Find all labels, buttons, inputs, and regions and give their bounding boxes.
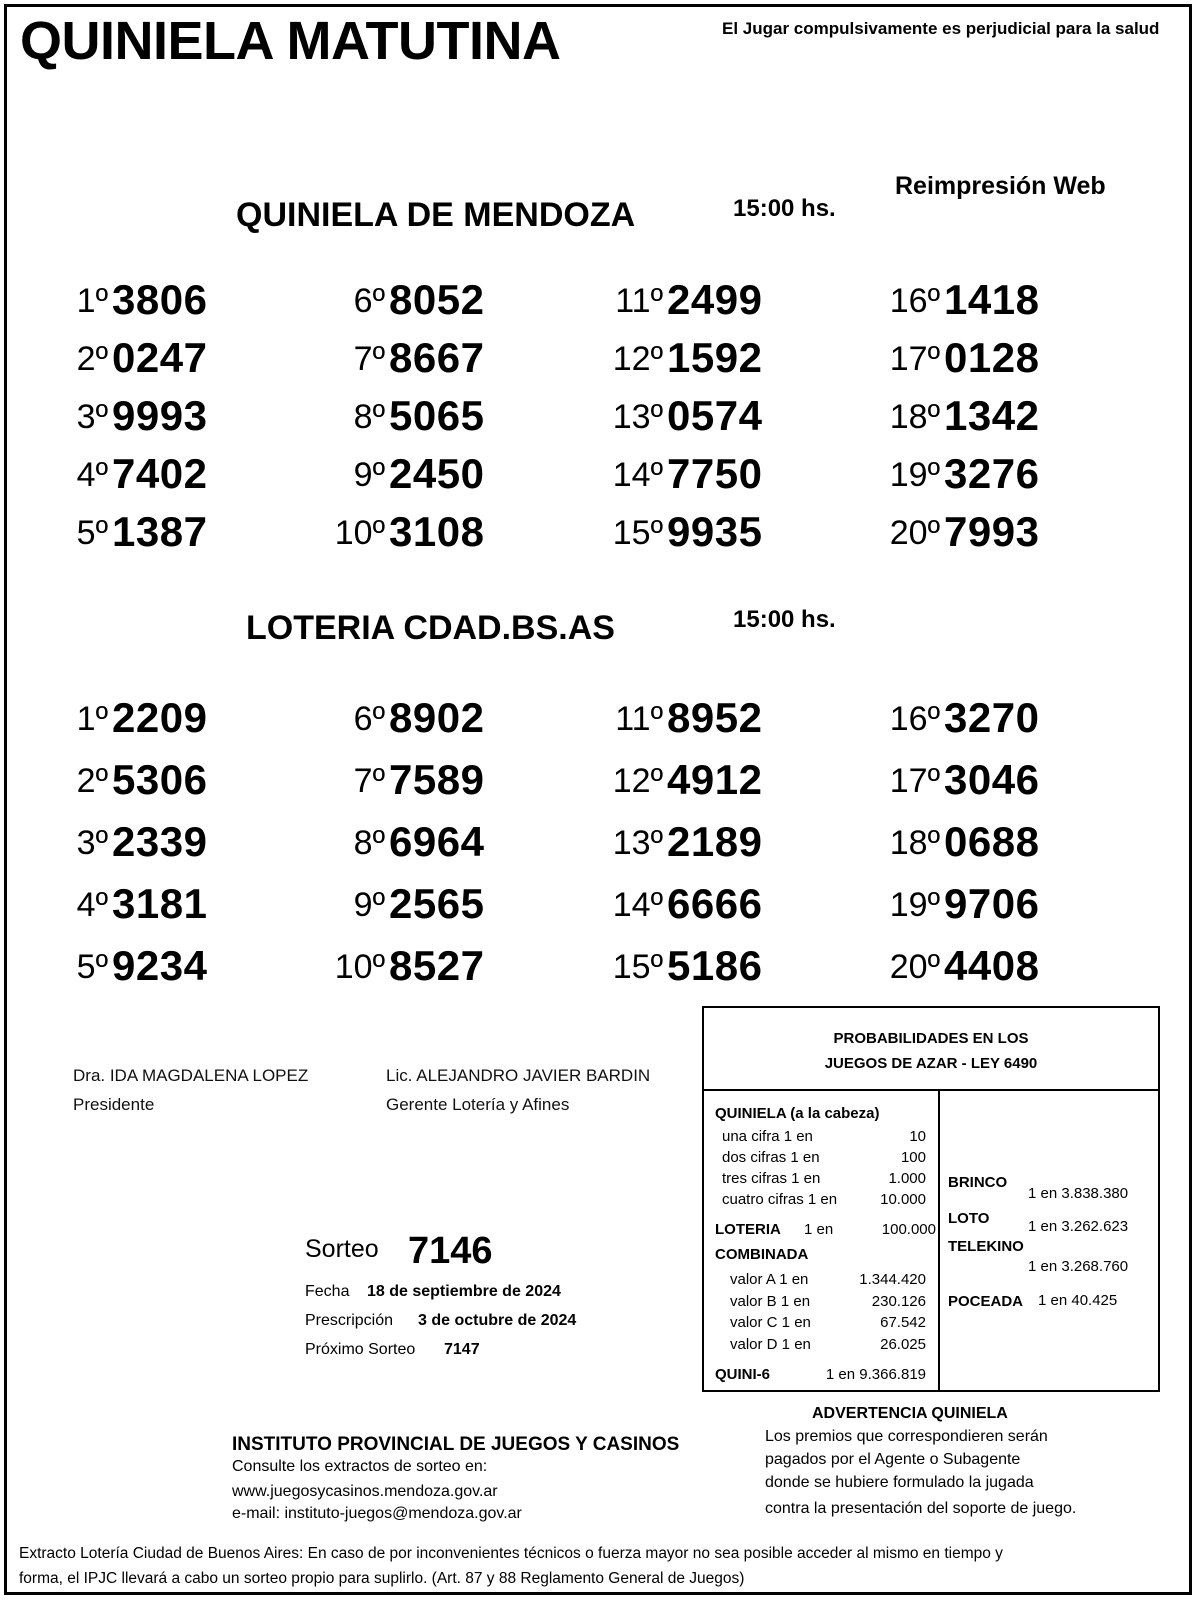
institute-email-link[interactable]: e-mail: instituto-juegos@mendoza.gov.ar bbox=[232, 1505, 522, 1522]
loto-prob-value: 1 en 3.262.623 bbox=[1028, 1218, 1129, 1235]
prescripcion-label: Prescripción bbox=[305, 1312, 394, 1329]
result-position: 15º bbox=[612, 948, 663, 986]
result-number: 9935 bbox=[667, 508, 763, 555]
manager-role: Gerente Lotería y Afines bbox=[386, 1095, 570, 1114]
result-position: 19º bbox=[889, 456, 940, 494]
result-position: 4º bbox=[76, 886, 108, 924]
result-number: 4912 bbox=[667, 756, 763, 803]
advertencia-line: contra la presentación del soporte de juego. bbox=[765, 1500, 1077, 1517]
result-position: 10º bbox=[334, 514, 385, 552]
result-number: 8902 bbox=[389, 694, 485, 741]
probabilities-title-line1: PROBABILIDADES EN LOS bbox=[833, 1030, 1029, 1047]
result-position: 8º bbox=[353, 398, 385, 436]
result-position: 12º bbox=[612, 762, 663, 800]
result-number: 8052 bbox=[389, 276, 485, 323]
result-number: 5186 bbox=[667, 942, 763, 989]
quiniela-prob-title: QUINIELA (a la cabeza) bbox=[715, 1105, 880, 1122]
quiniela-prob-label: tres cifras 1 en bbox=[722, 1170, 821, 1187]
document-title: QUINIELA MATUTINA bbox=[20, 11, 561, 71]
probabilities-divider bbox=[938, 1091, 940, 1392]
result-position: 18º bbox=[889, 398, 940, 436]
result-number: 4408 bbox=[944, 942, 1040, 989]
advertencia-line: Los premios que correspondieren serán bbox=[765, 1428, 1048, 1445]
result-number: 1387 bbox=[112, 508, 208, 555]
brinco-prob-value: 1 en 3.838.380 bbox=[1028, 1185, 1129, 1202]
result-number: 2339 bbox=[112, 818, 208, 865]
probabilities-title-line2: JUEGOS DE AZAR - LEY 6490 bbox=[824, 1055, 1038, 1072]
result-number: 3276 bbox=[944, 450, 1040, 497]
result-number: 7402 bbox=[112, 450, 208, 497]
telekino-prob-title: TELEKINO bbox=[948, 1238, 1024, 1255]
result-number: 7993 bbox=[944, 508, 1040, 555]
result-position: 20º bbox=[889, 514, 940, 552]
result-position: 14º bbox=[612, 456, 663, 494]
probabilities-header bbox=[704, 1008, 1158, 1091]
reprint-label: Reimpresión Web bbox=[895, 172, 1106, 200]
result-position: 5º bbox=[76, 948, 108, 986]
result-position: 16º bbox=[889, 282, 940, 320]
result-number: 1592 bbox=[667, 334, 763, 381]
result-position: 18º bbox=[889, 824, 940, 862]
probabilities-box bbox=[702, 1006, 1160, 1392]
combinada-prob-title: COMBINADA bbox=[715, 1246, 809, 1263]
president-role: Presidente bbox=[73, 1095, 155, 1114]
result-position: 3º bbox=[76, 398, 108, 436]
result-number: 9993 bbox=[112, 392, 208, 439]
result-number: 2189 bbox=[667, 818, 763, 865]
proximo-sorteo-value: 7147 bbox=[444, 1341, 480, 1358]
combinada-prob-label: valor C 1 en bbox=[730, 1314, 811, 1331]
brinco-prob-title: BRINCO bbox=[948, 1174, 1008, 1191]
result-position: 9º bbox=[353, 456, 385, 494]
loteria-prob-title: LOTERIA bbox=[715, 1221, 781, 1238]
result-position: 17º bbox=[889, 762, 940, 800]
sorteo-number: 7146 bbox=[408, 1230, 493, 1272]
result-number: 6964 bbox=[389, 818, 485, 865]
quiniela-prob-value: 10.000 bbox=[880, 1191, 926, 1208]
result-number: 1418 bbox=[944, 276, 1040, 323]
result-position: 4º bbox=[76, 456, 108, 494]
institute-name: INSTITUTO PROVINCIAL DE JUEGOS Y CASINOS bbox=[232, 1434, 680, 1455]
result-number: 7750 bbox=[667, 450, 763, 497]
bsas-section-title: LOTERIA CDAD.BS.AS bbox=[246, 609, 615, 647]
result-position: 7º bbox=[353, 762, 385, 800]
result-number: 0247 bbox=[112, 334, 208, 381]
result-position: 5º bbox=[76, 514, 108, 552]
loto-prob-title: LOTO bbox=[948, 1210, 990, 1227]
quiniela-prob-value: 1.000 bbox=[888, 1170, 926, 1187]
result-position: 6º bbox=[353, 700, 385, 738]
footnote-line1: Extracto Lotería Ciudad de Buenos Aires: En caso de por inconvenientes técnicos o fuerza mayor no sea posible acceder al mismo en tiempo y bbox=[19, 1545, 1003, 1562]
result-number: 9234 bbox=[112, 942, 208, 989]
quiniela-prob-label: dos cifras 1 en bbox=[722, 1149, 820, 1166]
fecha-label: Fecha bbox=[305, 1283, 350, 1300]
result-position: 1º bbox=[76, 700, 108, 738]
result-number: 2209 bbox=[112, 694, 208, 741]
advertencia-title: ADVERTENCIA QUINIELA bbox=[812, 1405, 1008, 1422]
result-number: 3806 bbox=[112, 276, 208, 323]
result-number: 2565 bbox=[389, 880, 485, 927]
mendoza-section-title: QUINIELA DE MENDOZA bbox=[236, 196, 636, 234]
result-position: 17º bbox=[889, 340, 940, 378]
poceada-prob-value: 1 en 40.425 bbox=[1038, 1292, 1118, 1309]
result-number: 3270 bbox=[944, 694, 1040, 741]
combinada-prob-label: valor A 1 en bbox=[730, 1271, 809, 1288]
proximo-sorteo-label: Próximo Sorteo bbox=[305, 1341, 416, 1358]
result-number: 3181 bbox=[112, 880, 208, 927]
result-position: 11º bbox=[615, 282, 663, 320]
quiniela-prob-label: cuatro cifras 1 en bbox=[722, 1191, 838, 1208]
combinada-prob-label: valor B 1 en bbox=[730, 1292, 811, 1310]
result-number: 3108 bbox=[389, 508, 485, 555]
result-position: 8º bbox=[353, 824, 385, 862]
institute-consult-line: Consulte los extractos de sorteo en: bbox=[232, 1458, 488, 1475]
combinada-prob-value: 230.126 bbox=[871, 1292, 926, 1310]
result-number: 7589 bbox=[389, 756, 485, 803]
result-number: 5065 bbox=[389, 392, 485, 439]
sorteo-label: Sorteo bbox=[305, 1235, 379, 1263]
result-number: 1342 bbox=[944, 392, 1040, 439]
result-position: 20º bbox=[889, 948, 940, 986]
result-position: 16º bbox=[889, 700, 940, 738]
advertencia-line: donde se hubiere formulado la jugada bbox=[765, 1474, 1034, 1491]
loteria-prob-value: 100.000 bbox=[881, 1221, 936, 1238]
institute-website-link[interactable]: www.juegosycasinos.mendoza.gov.ar bbox=[232, 1483, 498, 1500]
result-number: 9706 bbox=[944, 880, 1040, 927]
result-position: 1º bbox=[76, 282, 108, 320]
manager-name: Lic. ALEJANDRO JAVIER BARDIN bbox=[386, 1066, 651, 1085]
result-number: 8527 bbox=[389, 942, 485, 989]
result-position: 2º bbox=[76, 340, 108, 378]
result-number: 2450 bbox=[389, 450, 485, 497]
result-position: 15º bbox=[612, 514, 663, 552]
result-position: 9º bbox=[353, 886, 385, 924]
combinada-prob-label: valor D 1 en bbox=[730, 1335, 811, 1353]
result-number: 5306 bbox=[112, 756, 208, 803]
quini6-prob-title: QUINI-6 bbox=[715, 1366, 771, 1383]
gambling-warning: El Jugar compulsivamente es perjudicial para la salud bbox=[722, 19, 1160, 38]
result-position: 14º bbox=[612, 886, 663, 924]
result-position: 6º bbox=[353, 282, 385, 320]
result-number: 8667 bbox=[389, 334, 485, 381]
fecha-value: 18 de septiembre de 2024 bbox=[367, 1283, 561, 1300]
quiniela-prob-value: 10 bbox=[909, 1128, 926, 1145]
quiniela-prob-value: 100 bbox=[900, 1149, 926, 1166]
result-number: 0688 bbox=[944, 818, 1040, 865]
quini6-prob-value: 1 en 9.366.819 bbox=[825, 1366, 926, 1383]
prescripcion-value: 3 de octubre de 2024 bbox=[418, 1312, 577, 1329]
result-position: 11º bbox=[615, 700, 663, 738]
result-position: 2º bbox=[76, 762, 108, 800]
result-number: 6666 bbox=[667, 880, 763, 927]
footnote-line2: forma, el IPJC llevará a cabo un sorteo propio para suplirlo. (Art. 87 y 88 Reglamento General de Juegos) bbox=[19, 1570, 745, 1587]
poceada-prob-title: POCEADA bbox=[948, 1293, 1024, 1310]
result-position: 12º bbox=[612, 340, 663, 378]
result-position: 10º bbox=[334, 948, 385, 986]
president-name: Dra. IDA MAGDALENA LOPEZ bbox=[73, 1066, 309, 1085]
advertencia-line: pagados por el Agente o Subagente bbox=[765, 1451, 1021, 1468]
result-position: 7º bbox=[353, 340, 385, 378]
telekino-prob-value: 1 en 3.268.760 bbox=[1028, 1258, 1129, 1275]
combinada-prob-value: 67.542 bbox=[880, 1314, 926, 1331]
result-position: 13º bbox=[612, 398, 663, 436]
result-number: 0574 bbox=[667, 392, 763, 439]
result-position: 3º bbox=[76, 824, 108, 862]
mendoza-draw-time: 15:00 hs. bbox=[733, 195, 836, 222]
result-number: 0128 bbox=[944, 334, 1040, 381]
combinada-prob-value: 1.344.420 bbox=[859, 1271, 926, 1288]
result-position: 13º bbox=[612, 824, 663, 862]
combinada-prob-value: 26.025 bbox=[880, 1335, 926, 1353]
result-number: 8952 bbox=[667, 694, 763, 741]
result-number: 2499 bbox=[667, 276, 763, 323]
result-position: 19º bbox=[889, 886, 940, 924]
loteria-prob-label: 1 en bbox=[804, 1221, 834, 1238]
result-number: 3046 bbox=[944, 756, 1040, 803]
quiniela-prob-label: una cifra 1 en bbox=[722, 1128, 813, 1145]
bsas-draw-time: 15:00 hs. bbox=[733, 606, 836, 633]
